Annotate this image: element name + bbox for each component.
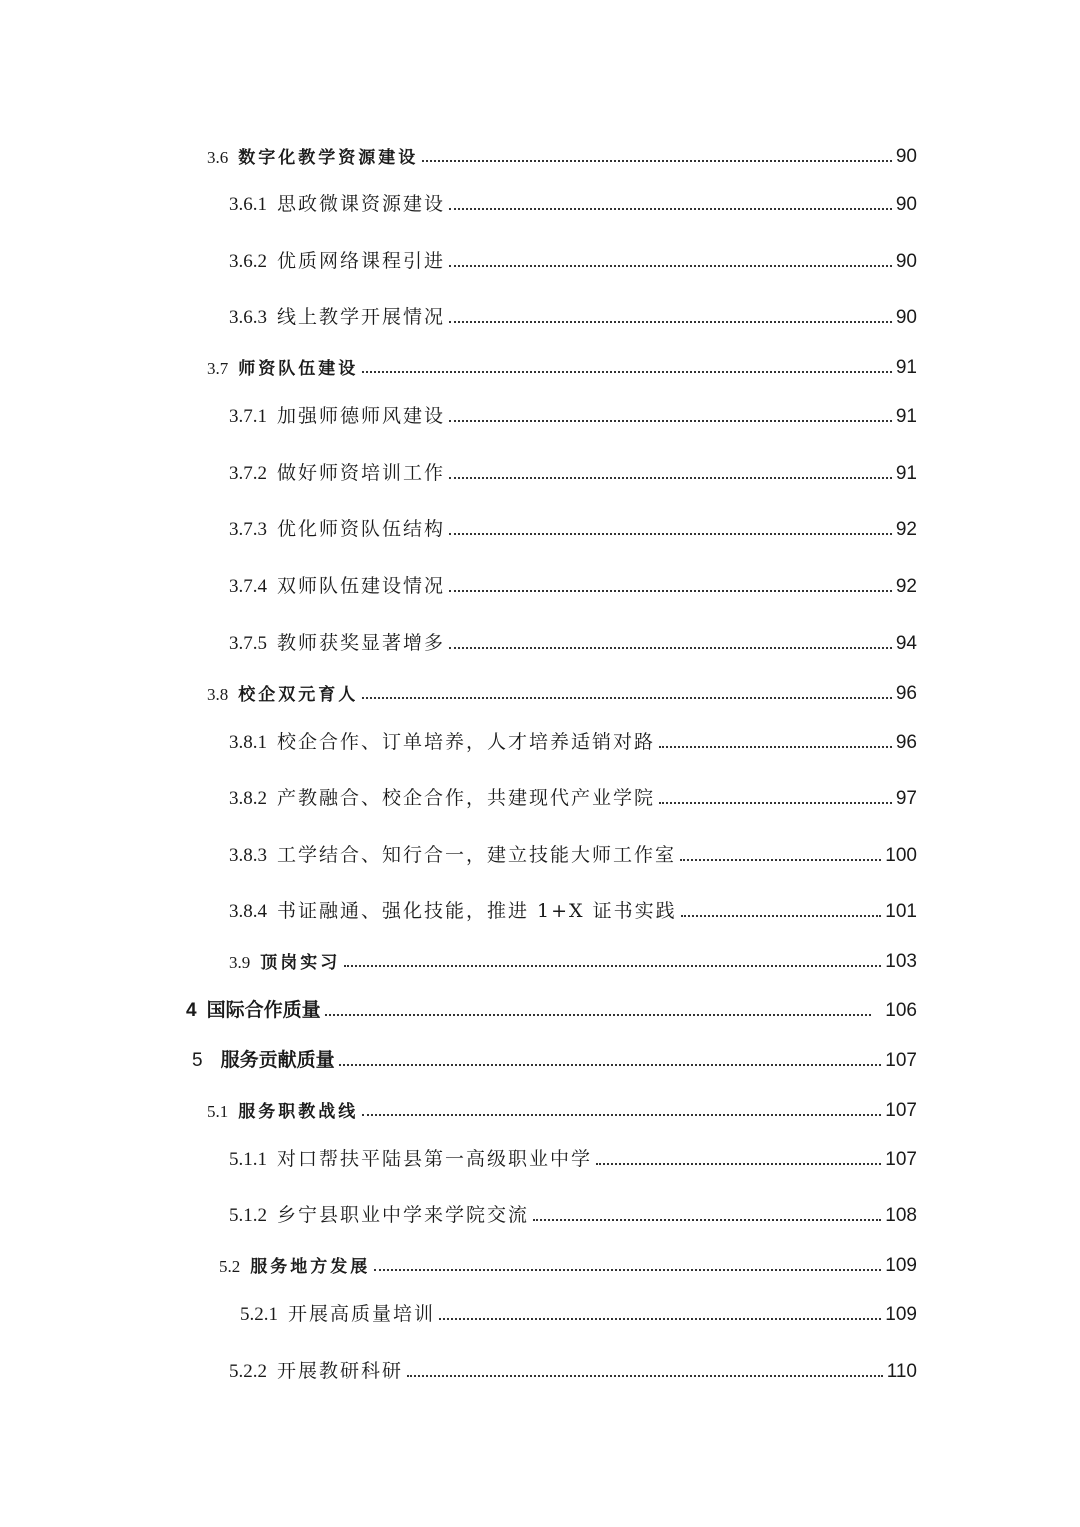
toc-entry-number: 3.8.1	[229, 732, 267, 753]
toc-entry-page: 96	[895, 732, 917, 753]
toc-entry[interactable]	[207, 1092, 917, 1122]
dot-leader	[344, 965, 881, 967]
toc-entry-number: 5.2.1	[240, 1304, 278, 1325]
toc-entry-title: 加强师德师风建设	[277, 405, 446, 427]
toc-entry[interactable]	[229, 186, 917, 216]
dot-leader	[681, 915, 882, 917]
toc-entry-page: 109	[885, 1304, 917, 1325]
toc-entry-page: 107	[885, 1149, 917, 1170]
toc-entry-page: 100	[885, 845, 917, 866]
toc-entry-title: 优化师资队伍结构	[277, 518, 446, 540]
dot-leader	[374, 1269, 881, 1271]
toc-entry-number: 3.6.1	[229, 194, 267, 215]
toc-entry-title: 优质网络课程引进	[277, 250, 446, 272]
toc-entry-title: 双师队伍建设情况	[277, 575, 446, 597]
toc-entry-number: 3.8.2	[229, 788, 267, 809]
toc-entry-number: 3.6.2	[229, 251, 267, 272]
toc-entry-title: 服务职教战线	[238, 1102, 359, 1122]
toc-entry-number: 5.2	[219, 1257, 241, 1276]
toc-entry-number: 5.1.1	[229, 1149, 267, 1170]
toc-entry-page: 91	[895, 406, 917, 427]
toc-entry[interactable]	[229, 724, 917, 754]
toc-entry-title: 开展高质量培训	[288, 1303, 436, 1325]
toc-entry[interactable]	[207, 675, 917, 705]
dot-leader	[449, 208, 892, 210]
dot-leader	[449, 590, 892, 592]
toc-entry-title: 师资队伍建设	[238, 359, 359, 379]
dot-leader	[362, 371, 892, 373]
toc-entry-page: 108	[885, 1205, 917, 1226]
toc-entry-title: 教师获奖显著增多	[277, 632, 446, 654]
dot-leader	[659, 802, 892, 804]
toc-entry-page: 90	[895, 194, 917, 215]
toc-entry-number: 3.8.3	[229, 845, 267, 866]
toc-entry-number: 3.7.1	[229, 406, 267, 427]
toc-entry-number: 3.7	[207, 359, 229, 378]
toc-entry[interactable]	[229, 893, 917, 923]
toc-entry[interactable]	[207, 349, 917, 379]
toc-entry[interactable]	[229, 511, 917, 541]
toc-entry-title: 数字化教学资源建设	[238, 148, 419, 168]
dot-leader	[449, 477, 892, 479]
toc-entry-number: 3.8.4	[229, 901, 267, 922]
dot-leader	[449, 420, 892, 422]
toc-entry-number: 3.6.3	[229, 307, 267, 328]
toc-entry-title: 线上教学开展情况	[277, 306, 446, 328]
toc-entry[interactable]	[229, 1197, 917, 1227]
toc-entry[interactable]	[229, 943, 917, 973]
toc-entry-title: 开展教研科研	[277, 1360, 404, 1382]
dot-leader	[339, 1064, 882, 1066]
dot-leader	[449, 533, 892, 535]
toc-entry-title: 产教融合、校企合作，共建现代产业学院	[277, 787, 656, 809]
toc-entry-number: 5.2.2	[229, 1361, 267, 1382]
toc-entry-page: 92	[895, 519, 917, 540]
toc-entry[interactable]	[192, 1042, 917, 1072]
toc-entry-title: 对口帮扶平陆县第一高级职业中学	[277, 1148, 593, 1170]
toc-entry-title: 服务贡献质量	[220, 1050, 335, 1071]
dot-leader	[449, 265, 892, 267]
toc-entry-page: 92	[895, 576, 917, 597]
dot-leader	[680, 859, 881, 861]
toc-entry-number: 3.7.3	[229, 519, 267, 540]
toc-entry-page: 90	[895, 251, 917, 272]
dot-leader	[407, 1375, 883, 1377]
toc-entry[interactable]	[229, 299, 917, 329]
toc-entry[interactable]	[229, 1141, 917, 1171]
toc-entry-page: 110	[886, 1361, 917, 1382]
toc-entry-title: 顶岗实习	[260, 953, 341, 973]
toc-entry-page: 90	[895, 307, 917, 328]
dot-leader	[422, 160, 892, 162]
toc-entry-number: 5	[192, 1050, 203, 1071]
toc-entry[interactable]	[229, 455, 917, 485]
toc-entry[interactable]	[229, 568, 917, 598]
toc-entry-title: 国际合作质量	[206, 1000, 321, 1021]
toc-entry[interactable]	[229, 625, 917, 655]
toc-entry-title: 做好师资培训工作	[277, 462, 446, 484]
toc-entry[interactable]	[207, 138, 917, 168]
toc-entry-number: 4	[186, 1000, 197, 1021]
toc-entry-number: 5.1.2	[229, 1205, 267, 1226]
toc-entry-page: 103	[885, 951, 917, 972]
toc-entry-number: 3.6	[207, 148, 229, 167]
toc-entry[interactable]	[229, 1353, 917, 1383]
toc-entry-title: 服务地方发展	[250, 1257, 371, 1277]
toc-entry[interactable]	[229, 837, 917, 867]
toc-entry-number: 3.7.4	[229, 576, 267, 597]
toc-entry-number: 3.9	[229, 953, 251, 972]
toc-entry-page: 94	[895, 633, 917, 654]
toc-entry-title: 工学结合、知行合一，建立技能大师工作室	[277, 844, 677, 866]
toc-entry-title: 校企双元育人	[238, 685, 359, 705]
toc-entry-page: 96	[895, 683, 917, 704]
toc-entry-number: 3.7.2	[229, 463, 267, 484]
toc-entry-page: 90	[895, 146, 917, 167]
toc-entry[interactable]	[229, 243, 917, 273]
toc-entry[interactable]	[186, 992, 917, 1022]
toc-entry-title: 思政微课资源建设	[277, 193, 446, 215]
toc-entry[interactable]	[240, 1296, 917, 1326]
dot-leader	[325, 1014, 872, 1016]
toc-entry[interactable]	[229, 398, 917, 428]
dot-leader	[362, 1114, 881, 1116]
toc-entry-title: 校企合作、订单培养，人才培养适销对路	[277, 731, 656, 753]
toc-entry-page: 106	[885, 1000, 917, 1021]
dot-leader	[449, 321, 892, 323]
toc-entry-page: 97	[895, 788, 917, 809]
toc-entry-page: 91	[895, 463, 917, 484]
toc-entry-number: 3.7.5	[229, 633, 267, 654]
toc-entry-page: 101	[885, 901, 917, 922]
dot-leader	[659, 746, 892, 748]
dot-leader	[533, 1219, 881, 1221]
toc-entry-page: 91	[895, 357, 917, 378]
dot-leader	[596, 1163, 881, 1165]
toc-entry-number: 3.8	[207, 685, 229, 704]
toc-entry-title: 乡宁县职业中学来学院交流	[277, 1204, 530, 1226]
toc-entry[interactable]	[219, 1247, 917, 1277]
dot-leader	[362, 697, 892, 699]
toc-entry-page: 107	[885, 1100, 917, 1121]
toc-entry[interactable]	[229, 780, 917, 810]
dot-leader	[439, 1318, 881, 1320]
toc-entry-number: 5.1	[207, 1102, 229, 1121]
toc-entry-title: 书证融通、强化技能，推进 1+X 证书实践	[277, 900, 677, 922]
dot-leader	[449, 647, 892, 649]
toc-entry-page: 109	[885, 1255, 917, 1276]
toc-entry-page: 107	[885, 1050, 917, 1071]
